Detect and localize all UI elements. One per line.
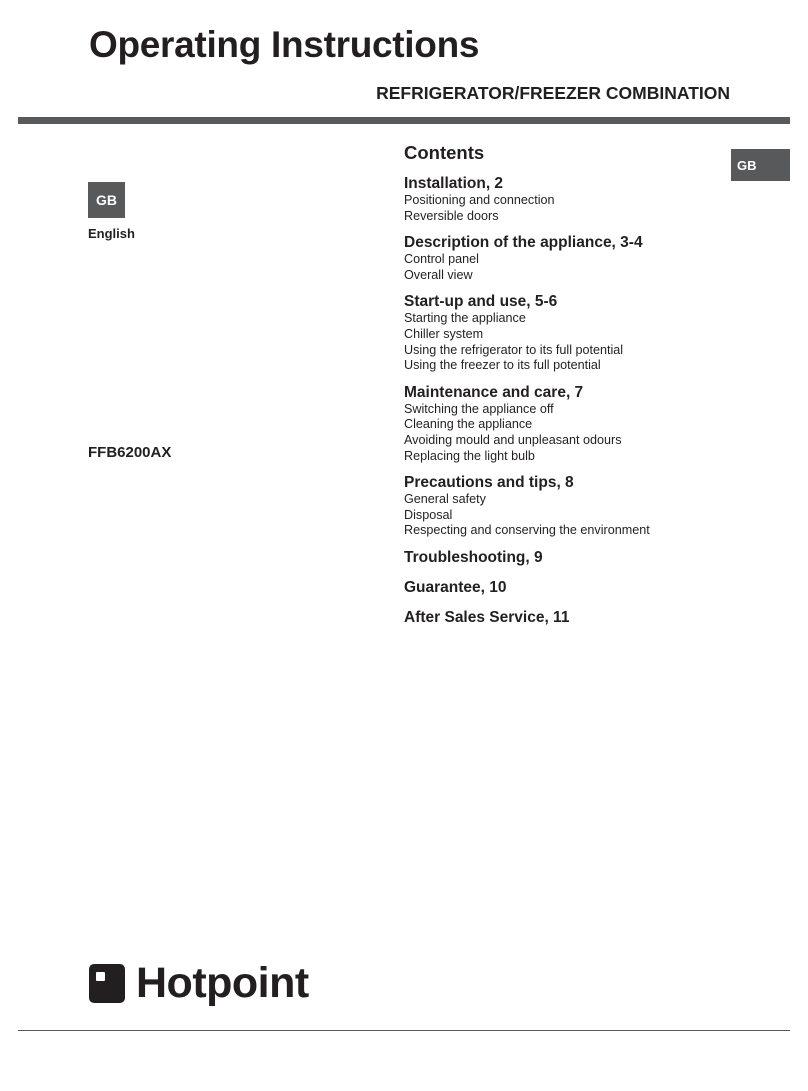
toc-item: Reversible doors [404,208,499,223]
toc-section-maintenance [404,383,744,464]
toc-item: General safety [404,492,486,507]
toc-section-title: Guarantee, 10 [404,578,507,596]
toc-item: Replacing the light bulb [404,448,535,463]
language-label: English [88,226,135,241]
table-of-contents [404,142,744,638]
toc-item: Respecting and conserving the environment [404,523,650,538]
brand-mark-icon [89,964,125,1003]
toc-section-after-sales [404,608,744,627]
toc-section-title: Description of the appliance, 3-4 [404,234,643,252]
toc-section-title: Troubleshooting, 9 [404,548,543,566]
toc-item: Control panel [404,252,479,267]
toc-item: Cleaning the appliance [404,417,533,432]
page-title: Operating Instructions [89,24,480,65]
toc-item: Positioning and connection [404,193,555,207]
hotpoint-logo [89,958,309,1008]
product-type-subtitle: REFRIGERATOR/FREEZER COMBINATION [376,83,730,103]
toc-section-description [404,233,744,283]
toc-section-title: After Sales Service, 11 [404,608,570,626]
toc-item: Disposal [404,507,453,522]
toc-section-title: Maintenance and care, 7 [404,383,584,401]
footer-divider [18,1030,790,1031]
toc-section-precautions [404,473,744,539]
toc-item: Using the refrigerator to its full potential [404,342,624,357]
contents-heading: Contents [404,142,485,163]
toc-section-troubleshooting [404,548,744,567]
language-code-badge: GB [88,182,125,218]
toc-item: Chiller system [404,326,484,341]
toc-section-installation [404,174,744,224]
toc-section-title: Precautions and tips, 8 [404,474,574,492]
toc-item: Switching the appliance off [404,401,554,416]
toc-item: Starting the appliance [404,311,526,326]
toc-section-start-up [404,292,744,373]
model-number: FFB6200AX [88,444,172,461]
toc-section-title: Start-up and use, 5-6 [404,293,558,311]
toc-item: Avoiding mould and unpleasant odours [404,432,622,447]
brand-name: Hotpoint [136,959,309,1007]
header-divider [18,117,790,124]
toc-item: Overall view [404,267,473,282]
toc-item: Using the freezer to its full potential [404,358,601,373]
language-tab: GB [731,149,790,181]
toc-section-guarantee [404,578,744,597]
toc-section-title: Installation, 2 [404,175,504,192]
